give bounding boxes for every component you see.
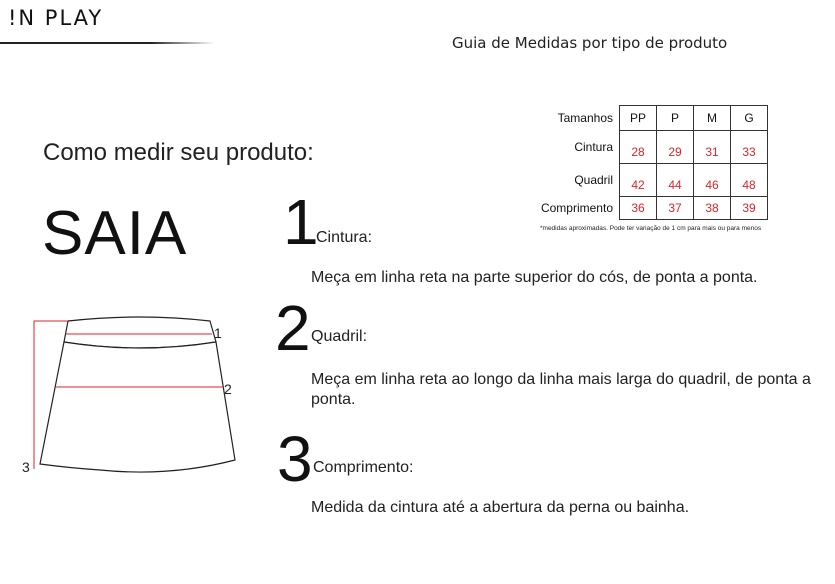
marker-2: 2	[224, 381, 232, 397]
step-number-1: 1	[283, 186, 319, 258]
step-label-length: Comprimento:	[313, 459, 414, 476]
sizes-label: Tamanhos	[557, 111, 613, 125]
step-label-hip: Quadril:	[311, 328, 368, 345]
table-cell: 36	[620, 197, 657, 220]
table-cell: 37	[657, 197, 694, 220]
size-table	[533, 105, 768, 220]
table-cell: 42	[620, 164, 657, 197]
skirt-body	[40, 342, 235, 472]
row-label: Quadril	[574, 173, 613, 187]
table-cell: 39	[731, 197, 768, 220]
size-pp: PP	[620, 106, 657, 131]
page-title: Guia de Medidas por tipo de produto	[452, 34, 728, 52]
brand-logo: !N PLAY	[8, 6, 104, 30]
row-label: Cintura	[574, 140, 613, 154]
step-description-length: Medida da cintura até a abertura da perna ou bainha.	[311, 499, 690, 516]
table-cell: 31	[694, 131, 731, 164]
size-header-row	[533, 106, 768, 131]
table-cell: 29	[657, 131, 694, 164]
table-row	[533, 164, 768, 197]
product-name: SAIA	[42, 199, 188, 268]
step-description-hip: Meça em linha reta ao longo da linha mais larga do quadril, de ponta a ponta.	[311, 371, 811, 408]
marker-3: 3	[22, 459, 30, 475]
skirt-waistband	[64, 317, 216, 348]
table-cell: 46	[694, 164, 731, 197]
step-number-3: 3	[277, 423, 313, 495]
row-label: Comprimento	[540, 201, 613, 215]
table-row	[533, 131, 768, 164]
size-m: M	[694, 106, 731, 131]
how-to-heading: Como medir seu produto:	[43, 139, 314, 166]
step-description-waist: Meça em linha reta na parte superior do cós, de ponta a ponta.	[311, 269, 758, 286]
table-cell: 28	[620, 131, 657, 164]
table-row	[533, 197, 768, 220]
step-label-waist: Cintura:	[316, 229, 373, 246]
table-cell: 44	[657, 164, 694, 197]
table-cell: 33	[731, 131, 768, 164]
marker-1: 1	[214, 325, 222, 341]
table-cell: 38	[694, 197, 731, 220]
table-cell: 48	[731, 164, 768, 197]
size-p: P	[657, 106, 694, 131]
logo-divider	[0, 42, 215, 44]
step-number-2: 2	[275, 292, 311, 364]
skirt-diagram	[0, 300, 260, 480]
size-g: G	[731, 106, 768, 131]
size-note: *medidas aproximadas. Pode ter variação de 1 cm para mais ou para menos	[540, 225, 762, 232]
